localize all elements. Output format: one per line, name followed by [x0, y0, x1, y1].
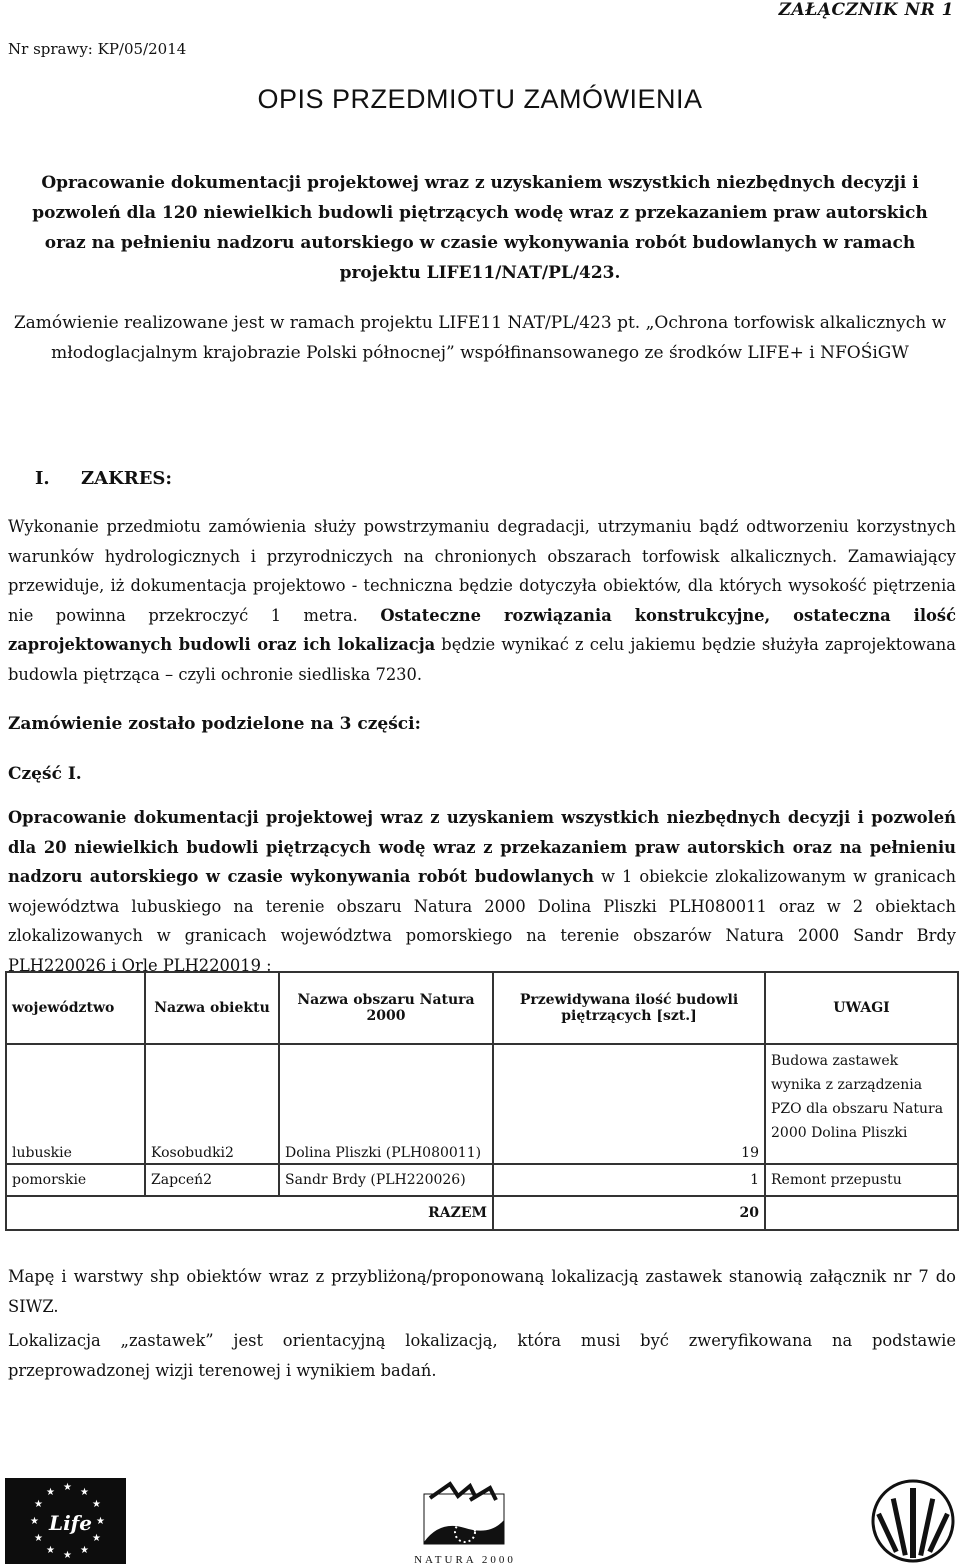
cell-count: 19	[493, 1044, 765, 1164]
header-count: Przewidywana ilość budowli piętrzących [szt.]	[493, 972, 765, 1044]
cell-count: 1	[493, 1164, 765, 1196]
nfosigw-logo	[870, 1478, 956, 1564]
life-logo	[5, 1478, 126, 1564]
svg-text:★: ★	[92, 1499, 101, 1510]
subject-paragraph: Opracowanie dokumentacji projektowej wraz z uzyskaniem wszystkich niezbędnych decyzji i pozwoleń dla 120 niewielkich budowli piętrzących wodę wraz z przekazaniem praw autorskich oraz na pełnieniu nadzoru autorskiego w czasie wykonywania robót budowlanych w ramach projektu LIFE11/NAT/PL/423.	[32, 173, 928, 283]
section-title: ZAKRES:	[81, 468, 173, 489]
natura-2000-logo	[410, 1480, 520, 1566]
scope-paragraph	[8, 512, 956, 689]
svg-text:★: ★	[46, 1487, 55, 1498]
life-logo-graphic	[5, 1478, 126, 1564]
table-header-row	[6, 972, 958, 1044]
part-one-text: w 1 obiekcie zlokalizowanym w granicach województwa lubuskiego na terenie obszaru Natura 2000 Dolina Pliszki PLH080011 oraz w 2 obiektach zlokalizowanych w granicach województwa pomorskiego na terenie obszarów Natura 2000 Sandr Brdy PLH220026 i Orle PLH220019 :	[8, 867, 956, 975]
svg-text:★: ★	[34, 1533, 43, 1544]
total-remarks-cell	[765, 1196, 958, 1230]
parts-heading: Zamówienie zostało podzielone na 3 części:	[8, 714, 421, 734]
scope-text-2: będzie wynikać z celu jakiemu będzie służyła zaprojektowana budowla piętrząca – czyli ochronie siedliska 7230.	[8, 635, 956, 684]
total-label: RAZEM	[6, 1196, 493, 1230]
svg-text:★: ★	[34, 1499, 43, 1510]
svg-text:★: ★	[96, 1516, 105, 1527]
nfosigw-logo-graphic	[870, 1478, 956, 1564]
svg-text:★: ★	[30, 1516, 39, 1527]
case-number: Nr sprawy: KP/05/2014	[8, 40, 187, 58]
header-remarks: UWAGI	[765, 972, 958, 1044]
header-object-name: Nazwa obiektu	[145, 972, 279, 1044]
header-area-name: Nazwa obszaru Natura 2000	[279, 972, 493, 1044]
maps-note: Mapę i warstwy shp obiektów wraz z przybliżoną/proponowaną lokalizacją zastawek stanowią załącznik nr 7 do SIWZ.	[8, 1267, 956, 1316]
cell-voivodeship: pomorskie	[6, 1164, 145, 1196]
svg-text:★: ★	[63, 1550, 72, 1561]
scope-text-1: Wykonanie przedmiotu zamówienia służy powstrzymaniu degradacji, utrzymaniu bądź odtworzeniu korzystnych warunków hydrologicznych i przyrodniczych na chronionych obszarach torfowisk alkalicznych. Zamawiający przewiduje, iż dokumentacja projektowo - techniczna będzie dotyczyła obiektów, dla których wysokość piętrzenia nie powinna przekroczyć 1 metra.	[8, 517, 956, 625]
cell-area-name: Dolina Pliszki (PLH080011)	[279, 1044, 493, 1164]
natura-logo-text: NATURA 2000	[414, 1554, 516, 1566]
table-row	[6, 1044, 958, 1164]
part-one-paragraph	[8, 803, 956, 980]
cell-object-name: Zapceń2	[145, 1164, 279, 1196]
svg-text:★: ★	[92, 1533, 101, 1544]
natura-logo-graphic	[410, 1480, 520, 1552]
page-title: OPIS PRZEDMIOTU ZAMÓWIENIA	[257, 84, 703, 114]
section-number: I.	[35, 468, 50, 489]
cell-remarks: Remont przepustu	[765, 1164, 958, 1196]
total-value: 20	[493, 1196, 765, 1230]
life-logo-text: Life	[49, 1511, 92, 1535]
cell-voivodeship: lubuskie	[6, 1044, 145, 1164]
svg-text:★: ★	[46, 1545, 55, 1556]
objects-table	[5, 971, 959, 1231]
part-one-heading: Część I.	[8, 764, 82, 784]
table-total-row	[6, 1196, 958, 1230]
table-row	[6, 1164, 958, 1196]
cell-object-name: Kosobudki2	[145, 1044, 279, 1164]
svg-text:★: ★	[80, 1487, 89, 1498]
location-note: Lokalizacja „zastawek” jest orientacyjną lokalizacją, która musi być zweryfikowana na podstawie przeprowadzonej wizji terenowej i wynikiem badań.	[8, 1331, 956, 1380]
annex-label: ZAŁĄCZNIK NR 1	[778, 0, 954, 20]
svg-text:★: ★	[80, 1545, 89, 1556]
cell-remarks: Budowa zastawek wynika z zarządzenia PZO dla obszaru Natura 2000 Dolina Pliszki	[765, 1044, 958, 1164]
scope-bold: Ostateczne rozwiązania konstrukcyjne, ostateczna ilość zaprojektowanych budowli oraz ich lokalizacja	[8, 605, 956, 654]
svg-text:★: ★	[63, 1482, 72, 1493]
part-one-bold: Opracowanie dokumentacji projektowej wraz z uzyskaniem wszystkich niezbędnych decyzji i pozwoleń dla 20 niewielkich budowli piętrzących wodę wraz z przekazaniem praw autorskich oraz na pełnieniu nadzoru autorskiego w czasie wykonywania robót budowlanych	[8, 808, 956, 886]
header-voivodeship: województwo	[6, 972, 145, 1044]
section-heading	[35, 468, 172, 489]
cell-area-name: Sandr Brdy (PLH220026)	[279, 1164, 493, 1196]
project-note: Zamówienie realizowane jest w ramach projektu LIFE11 NAT/PL/423 pt. „Ochrona torfowisk alkalicznych w młodoglacjalnym krajobrazie Polski północnej” współfinansowanego ze środków LIFE+ i NFOŚiGW	[13, 313, 947, 363]
